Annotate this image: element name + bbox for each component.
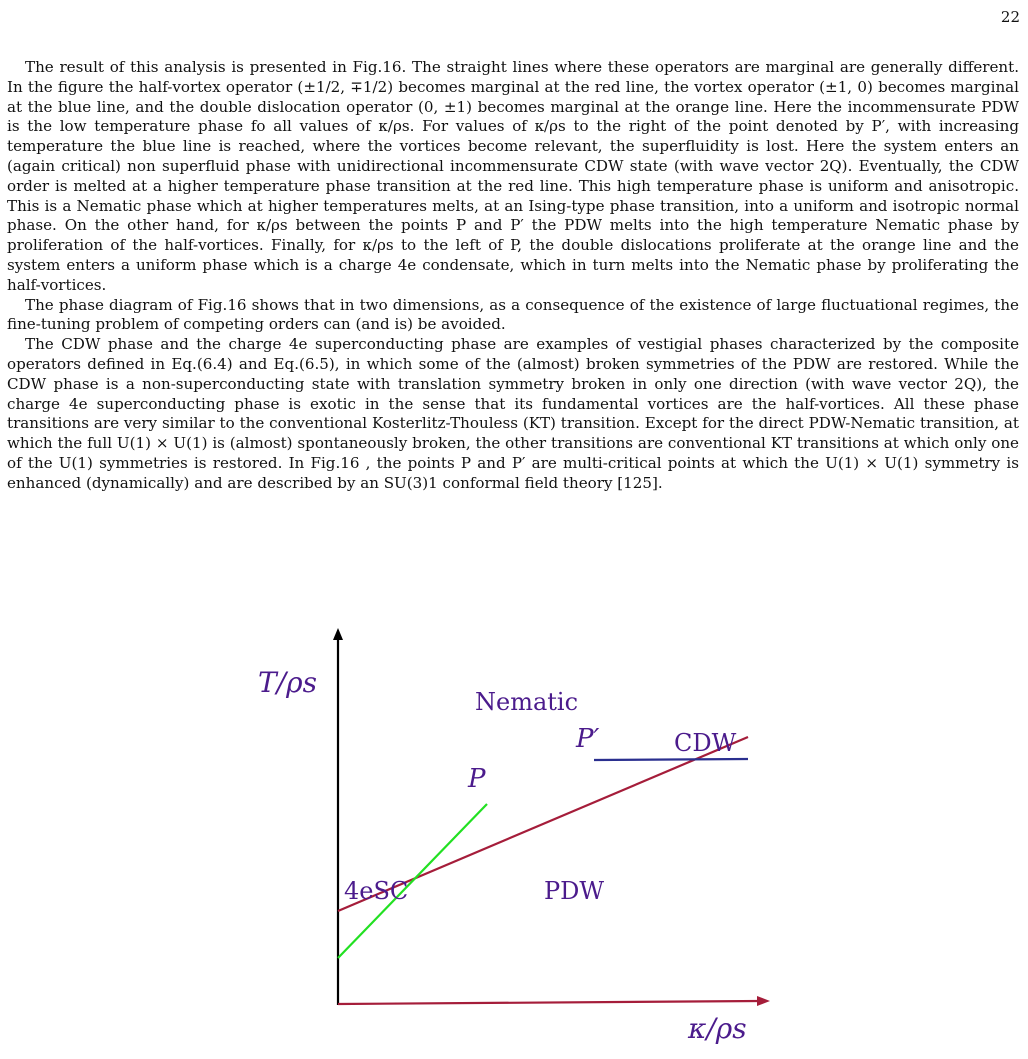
phase-diagram-svg bbox=[0, 620, 1028, 1059]
point-p-label: P bbox=[468, 764, 486, 794]
nematic-label: Nematic bbox=[475, 688, 579, 716]
body-text bbox=[7, 58, 1019, 494]
page-number: 22 bbox=[1000, 8, 1020, 26]
paragraph: The result of this analysis is presented in Fig.16. The straight lines where these operators are marginal are generally different. In the figure the half-vortex operator (±1/2, ∓1/2) becomes marginal at the red line, the vortex operator (±1, 0) becomes marginal at the blue line, and the double dislocation operator (0, ±1) becomes marginal at the orange line. Here the incommensurate PDW is the low temperature phase fo all values of κ/ρs. For values of κ/ρs to the right of the point denoted by P′, with increasing temperature the blue line is reached, where the vortices become relevant, the superfluidity is lost. Here the system enters an (again critical) non superfluid phase with unidirectional incommensurate CDW state (with wave vector 2Q). Eventually, the CDW order is melted at a higher temperature phase transition at the red line. This high temperature phase is uniform and anisotropic. This is a Nematic phase which at higher temperatures melts, at an Ising-type phase transition, into a uniform and isotropic normal phase. On the other hand, for κ/ρs between the points P and P′ the PDW melts into the high temperature Nematic phase by proliferation of the half-vortices. Finally, for κ/ρs to the left of P, the double dislocations proliferate at the orange line and the system enters a uniform phase which is a charge 4e condensate, which in turn melts into the Nematic phase by proliferating the half-vortices. bbox=[7, 58, 1019, 294]
x-axis-label: κ/ρs bbox=[688, 1012, 747, 1045]
paragraph: The phase diagram of Fig.16 shows that in two dimensions, as a consequence of the existence of large fluctuational regimes, the fine-tuning problem of competing orders can (and is) be avoided. bbox=[7, 295, 1019, 334]
y-axis-arrow bbox=[333, 628, 343, 640]
phase-diagram-figure bbox=[0, 620, 1028, 1059]
blue-phase-boundary bbox=[594, 759, 748, 760]
x-axis-arrow bbox=[757, 996, 770, 1006]
x-axis bbox=[338, 1001, 760, 1004]
y-axis-label: T/ρs bbox=[258, 666, 317, 699]
paragraph: The CDW phase and the charge 4e superconducting phase are examples of vestigial phases characterized by the composite operators defined in Eq.(6.4) and Eq.(6.5), in which some of the (almost) broken symmetries of the PDW are restored. While the CDW phase is a non-superconducting state with translation symmetry broken in only one direction (with wave vector 2Q), the charge 4e superconducting phase is exotic in the sense that its fundamental vortices are the half-vortices. All these phase transitions are very similar to the conventional Kosterlitz-Thouless (KT) transition. Except for the direct PDW-Nematic transition, at which the full U(1) × U(1) is (almost) spontaneously broken, the other transitions are conventional KT transitions at which only one of the U(1) symmetries is restored. In Fig.16 , the points P and P′ are multi-critical points at which the U(1) × U(1) symmetry is enhanced (dynamically) and are described by an SU(3)1 conformal field theory [125]. bbox=[7, 335, 1019, 492]
pdw-label: PDW bbox=[544, 877, 605, 905]
point-p-prime-label: P′ bbox=[576, 724, 600, 754]
cdw-label: CDW bbox=[674, 729, 737, 757]
four-e-sc-label: 4eSC bbox=[344, 877, 409, 905]
